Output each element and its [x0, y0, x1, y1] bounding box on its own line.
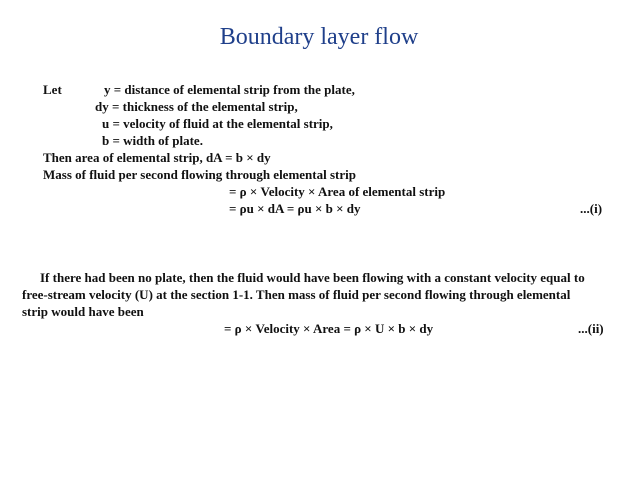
paragraph-line-3: strip would have been: [22, 304, 144, 319]
equation-1-line-1: = ρ × Velocity × Area of elemental strip: [229, 184, 446, 199]
definition-b: b = width of plate.: [102, 133, 203, 148]
equation-2: = ρ × Velocity × Area = ρ × U × b × dy: [224, 321, 434, 336]
equation-2-reference: ...(ii): [578, 321, 604, 336]
definition-dy: dy = thickness of the elemental strip,: [95, 99, 298, 114]
let-label: Let: [43, 82, 62, 97]
equation-1-line-2: = ρu × dA = ρu × b × dy: [229, 201, 361, 216]
slide-title: Boundary layer flow: [219, 24, 419, 50]
paragraph-line-1: If there had been no plate, then the fluid would have been flowing with a constant velocity equal to: [40, 270, 585, 285]
definition-y: y = distance of elemental strip from the plate,: [104, 82, 355, 97]
paragraph-line-2: free-stream velocity (U) at the section 1-1. Then mass of fluid per second flowing through elemental: [22, 287, 571, 302]
mass-statement: Mass of fluid per second flowing through elemental strip: [43, 167, 356, 182]
definition-u: u = velocity of fluid at the elemental strip,: [102, 116, 333, 131]
equation-1-reference: ...(i): [580, 201, 603, 216]
area-statement: Then area of elemental strip, dA = b × dy: [43, 150, 271, 165]
